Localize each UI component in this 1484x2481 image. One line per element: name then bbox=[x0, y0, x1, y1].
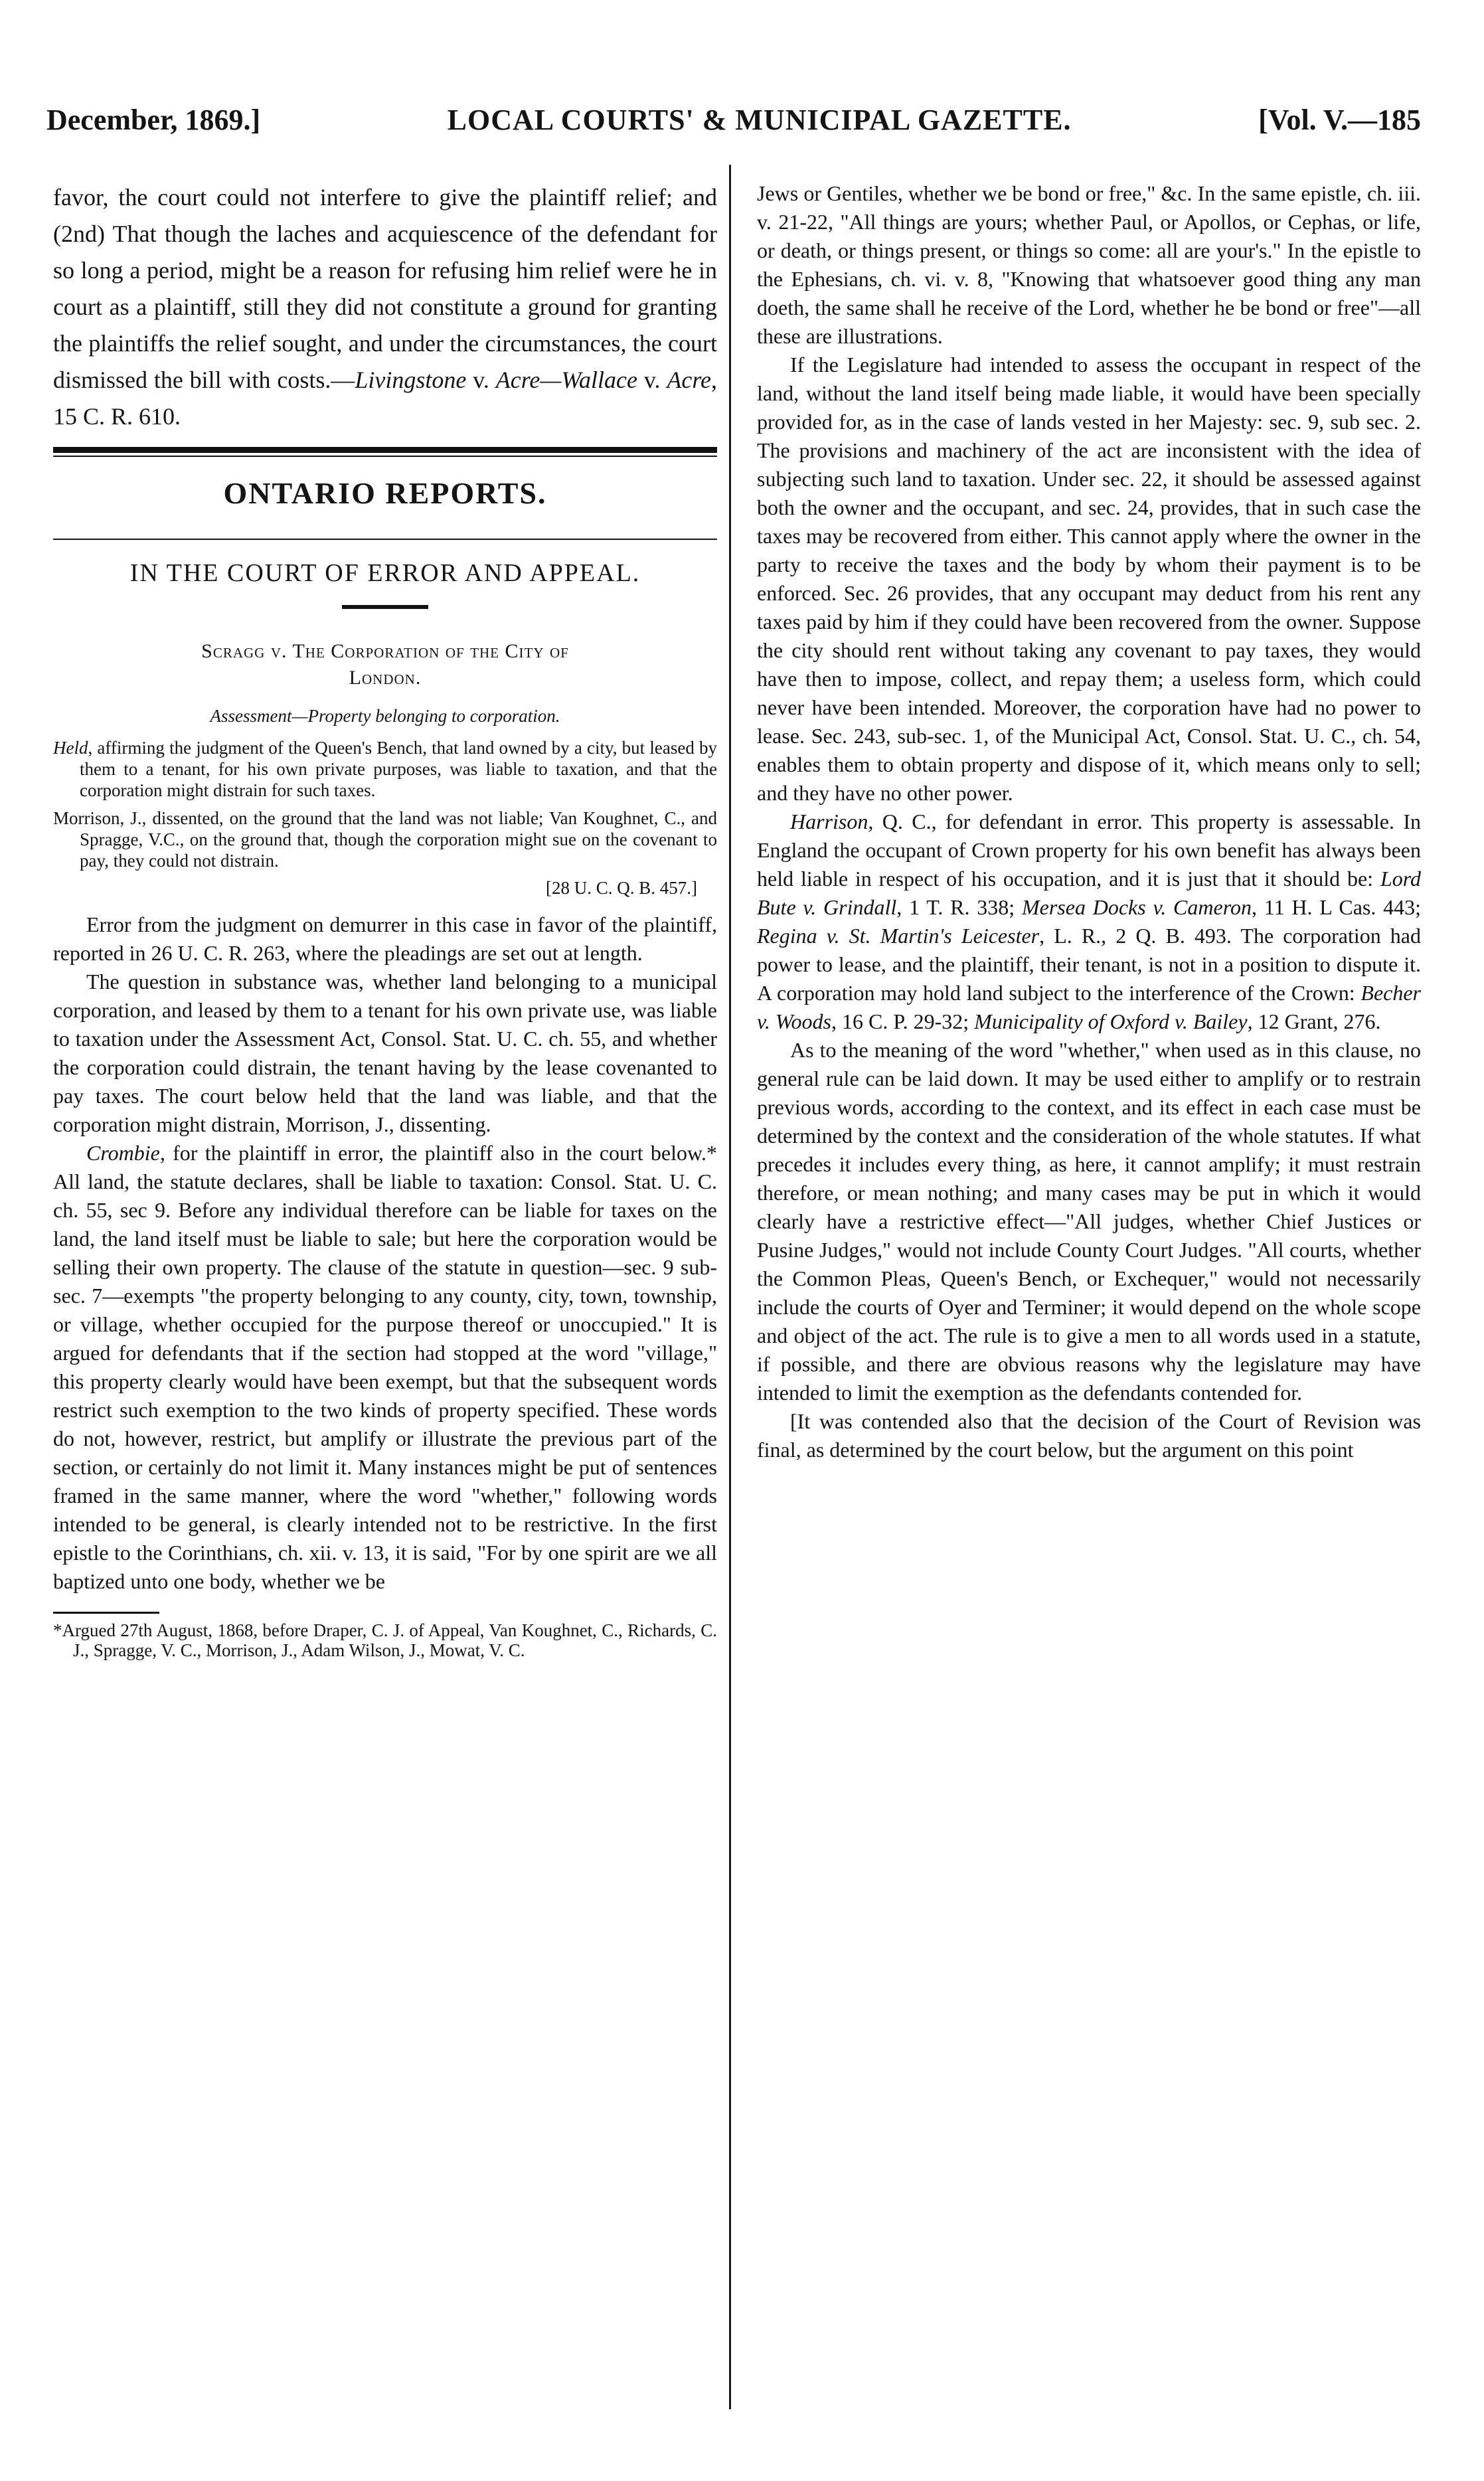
paragraph: The question in substance was, whether land belonging to a municipal corporation, and leased by them to a tenant for his own private use, was liable to taxation under the Assessment Act, Consol. Stat. U. C. ch. 55, and whether the corporation could distrain, the tenant having by the lease covenanted to pay taxes. The court below held that the land was liable, and that the corporation might distrain, Morrison, J., dissenting. bbox=[53, 970, 717, 1136]
paragraph: If the Legislature had intended to assess the occupant in respect of the land, without the land itself being made liable, it would have been specially provided for, as in the case of lands vested in her Majesty: sec. 9, sub sec. 2. The provisions and machinery of the act are inconsistent with the idea of subjecting such land to taxation. Under sec. 22, it should be assessed against both the owner and the occupant, and sec. 24, provides, that in such case the taxes may be recovered from either. This cannot apply where the owner in the party to receive the taxes and the body by whom their payment is to be enforced. Sec. 26 provides, that any occupant may deduct from his rent any taxes paid by him if they could have been recovered from the owner. Suppose the city should rent without taking any covenant to pay taxes, they would have then to impose, collect, and repay them; a useless form, which could never have been intended. Moreover, the corporation have had no power to lease. Sec. 243, sub-sec. 1, of the Municipal Act, Consol. Stat. U. C., ch. 54, enables them to obtain property and dispose of it, which means only to sell; and they have no other power. bbox=[757, 353, 1421, 805]
paragraph: Crombie, for the plaintiff in error, the plaintiff also in the court below.* All land, the statute declares, shall be liable to taxation: Consol. Stat. U. C. ch. 55, sec 9. Before any individual therefore can be liable for taxes on the land, the land itself must be liable to sale; but here the corporation would be selling their own property. The clause of the statute in question—sec. 9 sub-sec. 7—exempts "the property belonging to any county, city, town, township, or village, whether occupied for the purpose thereof or unoccupied." It is argued for defendants that if the section had stopped at the word "village," this property clearly would have been exempt, but that the subsequent words restrict such exemption to the two kinds of property specified. These words do not, however, restrict, but amplify or illustrate the previous part of the section, or certainly do not limit it. Many instances might be put of sentences framed in the same manner, where the word "whether," following words intended to be general, is clearly intended not to be restrictive. In the first epistle to the Corinthians, ch. xii. v. 13, it is said, "For by one spirit are we all baptized unto one body, whether we be bbox=[53, 1141, 717, 1593]
intro-paragraph: favor, the court could not interfere to give the plaintiff relief; and (2nd) That though the laches and acquiescence of the defendant for so long a period, might be a reason for refusing him relief were he in court as a plaintiff, still they did not constitute a ground for granting the plaintiffs the relief sought, and under the circumstances, the court dismissed the bill with costs.—Livingstone v. Acre—Wallace v. Acre, 15 C. R. 610. bbox=[53, 184, 717, 430]
header-volume: [Vol. V.—185 bbox=[1258, 103, 1421, 136]
paragraph: Harrison, Q. C., for defendant in error. This property is assessable. In England the occupant of Crown property for his own benefit has always been held liable in respect of his occupation, and it is just that it should be: Lord Bute v. Grindall, 1 T. R. 338; Mersea Docks v. Cameron, 11 H. L Cas. 443; Regina v. St. Martin's Leicester, L. R., 2 Q. B. 493. The corporation had power to lease, and the plaintiff, their tenant, is not in a position to dispute it. A corporation may hold land subject to the interference of the Crown: Becher v. Woods, 16 C. P. 29-32; Municipality of Oxford v. Bailey, 12 Grant, 276. bbox=[757, 810, 1421, 1033]
footnote-rule bbox=[53, 1612, 159, 1614]
court-title: IN THE COURT OF ERROR AND APPEAL. bbox=[129, 559, 641, 587]
short-rule bbox=[342, 605, 428, 609]
catchline: Assessment—Property belonging to corporation. bbox=[210, 706, 560, 726]
page-header bbox=[46, 96, 1421, 143]
dissent-note: Morrison, J., dissented, on the ground that the land was not liable; Van Koughnet, C., and Spragge, V.C., on the ground that, though the corporation might sue on the covenant to pay, they could not distrain. bbox=[53, 808, 717, 871]
case-title: Scragg v. The Corporation of the City of London. bbox=[201, 640, 569, 689]
paragraph: As to the meaning of the word "whether," when used as in this clause, no general rule can be laid down. It may be used either to amplify or to restrain previous words, according to the context, and its effect in each case must be determined by the context and the consideration of the whole statutes. If what precedes it includes every thing, as here, it cannot amplify; it must restrain therefore, or mean nothing; and many cases may be put in which it would clearly have a restrictive effect—"All judges, whether Chief Justices or Pusine Judges," would not include County Court Judges. "All courts, whether the Common Pleas, Queen's Bench, or Exchequer," would not necessarily include the courts of Oyer and Terminer; it would depend on the whole scope and object of the act. The rule is to give a men to all words used in a statute, if possible, and there are obvious reasons why the legislature may have intended to limit the exemption as the defendants contended for. bbox=[757, 1038, 1421, 1405]
section-title: ONTARIO REPORTS. bbox=[223, 476, 547, 510]
held-note: Held, affirming the judgment of the Queen's Bench, that land owned by a city, but leased by them to a tenant, for his own private purposes, was liable to taxation, and that the corporation might distrain for such taxes. bbox=[53, 738, 717, 800]
header-title: LOCAL COURTS' & MUNICIPAL GAZETTE. bbox=[447, 103, 1072, 136]
section-rule bbox=[53, 447, 717, 457]
paragraph: Jews or Gentiles, whether we be bond or free," &c. In the same epistle, ch. iii. v. 21-22, "All things are yours; whether Paul, or Apollos, or Cephas, or life, or death, or things present, or things so come: all are your's." In the epistle to the Ephesians, ch. vi. v. 8, "Knowing that whatsoever good thing any man doeth, the same shall he receive of the Lord, whether he be bond or free"—all these are illustrations. bbox=[757, 181, 1421, 348]
report-citation: [28 U. C. Q. B. 457.] bbox=[546, 878, 697, 898]
column-divider bbox=[729, 165, 731, 2409]
right-column bbox=[757, 179, 1421, 2437]
section-rule-thin bbox=[53, 539, 717, 540]
footnote: *Argued 27th August, 1868, before Draper, C. J. of Appeal, Van Koughnet, C., Richards, C. J., Spragge, V. C., Morrison, J., Adam Wilson, J., Mowat, V. C. bbox=[53, 1620, 717, 1660]
header-date: December, 1869.] bbox=[46, 103, 261, 136]
left-column bbox=[53, 179, 717, 2437]
paragraph: [It was contended also that the decision of the Court of Revision was final, as determined by the court below, but the argument on this point bbox=[757, 1409, 1421, 1462]
paragraph: Error from the judgment on demurrer in this case in favor of the plaintiff, reported in 26 U. C. R. 263, where the pleadings are set out at length. bbox=[53, 912, 717, 965]
